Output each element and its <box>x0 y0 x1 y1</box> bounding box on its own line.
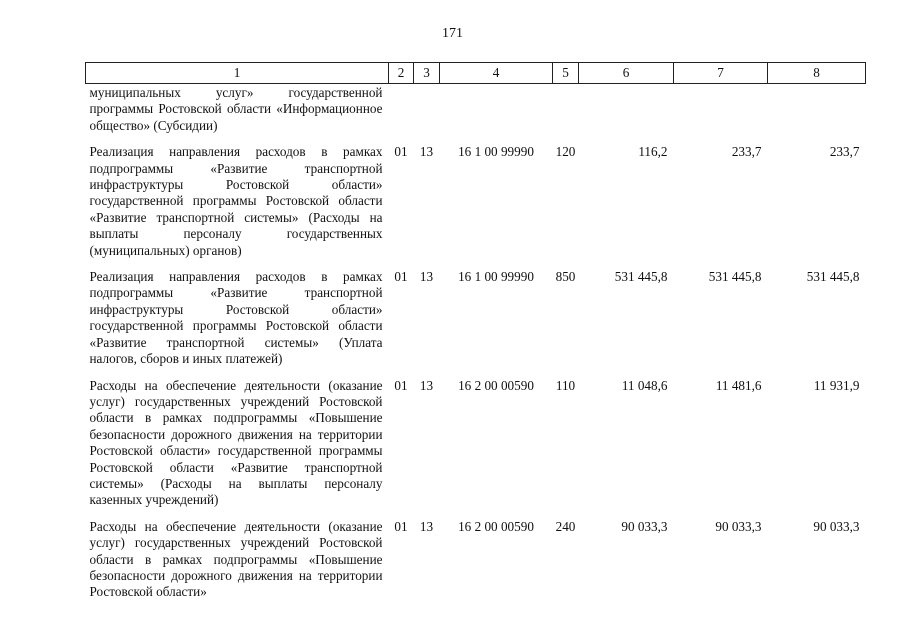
header-col-3: 3 <box>414 63 440 84</box>
row-description: Реализация направления расходов в рамках подпрограммы «Развитие транспортной инфраструктуры Ростовской области» государственной программы Ростовской области «Развитие транспортной системы» (Уплата налогов, сборов и иных платежей) <box>89 269 383 367</box>
cell-amount-1: 531 445,8 <box>614 269 668 285</box>
header-col-7: 7 <box>674 63 768 84</box>
budget-table <box>85 62 866 601</box>
row-description: муниципальных услуг» государственной программы Ростовской области «Информационное общество» (Субсидии) <box>89 85 383 133</box>
cell-subsection: 13 <box>419 269 434 285</box>
cell-subsection: 13 <box>419 377 434 393</box>
table-row <box>86 509 866 601</box>
cell-target-code <box>440 84 553 135</box>
cell-amount-2 <box>674 84 768 135</box>
cell-target-code: 16 1 00 99990 <box>458 144 534 160</box>
header-col-8: 8 <box>768 63 866 84</box>
cell-section: 01 <box>394 518 408 534</box>
cell-section: 01 <box>394 269 408 285</box>
cell-section <box>389 84 414 135</box>
header-col-6: 6 <box>579 63 674 84</box>
row-description: Реализация направления расходов в рамках подпрограммы «Развитие транспортной инфраструктуры Ростовской области» государственной программы Ростовской области «Развитие транспортной системы» (Расходы на выплаты персоналу государственных (муниципальных) органов) <box>89 144 383 258</box>
cell-amount-2: 531 445,8 <box>708 269 762 285</box>
header-col-2: 2 <box>389 63 414 84</box>
cell-expense-type: 120 <box>555 144 576 160</box>
cell-amount-3: 531 445,8 <box>806 269 860 285</box>
row-description: Расходы на обеспечение деятельности (оказание услуг) государственных учреждений Ростовской области в рамках подпрограммы «Повышение безопасности дорожного движения на территории Ростовской области» государственной программы Ростовской области «Развитие транспортной системы» (Расходы на выплаты персоналу казенных учреждений) <box>89 377 383 508</box>
cell-target-code: 16 1 00 99990 <box>458 269 534 285</box>
cell-amount-1: 116,2 <box>638 144 668 160</box>
cell-expense-type: 110 <box>555 377 576 393</box>
table-row <box>86 259 866 367</box>
cell-amount-1 <box>579 84 674 135</box>
table-row <box>86 84 866 135</box>
cell-amount-3: 90 033,3 <box>813 518 860 534</box>
cell-expense-type: 240 <box>555 518 576 534</box>
cell-target-code: 16 2 00 00590 <box>458 518 534 534</box>
table-row <box>86 134 866 259</box>
header-col-4: 4 <box>440 63 553 84</box>
page-number: 171 <box>442 26 463 41</box>
cell-amount-2: 233,7 <box>731 144 762 160</box>
cell-amount-2: 90 033,3 <box>715 518 762 534</box>
header-col-5: 5 <box>553 63 579 84</box>
table-row <box>86 368 866 509</box>
cell-amount-3 <box>768 84 866 135</box>
cell-subsection: 13 <box>419 518 434 534</box>
cell-amount-2: 11 481,6 <box>715 377 762 393</box>
row-description: Расходы на обеспечение деятельности (оказание услуг) государственных учреждений Ростовской области в рамках подпрограммы «Повышение безопасности дорожного движения на территории Ростовской области» <box>89 518 383 600</box>
header-col-1: 1 <box>86 63 389 84</box>
cell-subsection <box>414 84 440 135</box>
cell-amount-3: 11 931,9 <box>813 377 860 393</box>
cell-section: 01 <box>394 144 408 160</box>
cell-expense-type <box>553 84 579 135</box>
header-row <box>86 63 866 84</box>
cell-section: 01 <box>394 377 408 393</box>
cell-subsection: 13 <box>419 144 434 160</box>
cell-expense-type: 850 <box>555 269 576 285</box>
cell-target-code: 16 2 00 00590 <box>458 377 534 393</box>
cell-amount-1: 11 048,6 <box>621 377 668 393</box>
cell-amount-3: 233,7 <box>829 144 860 160</box>
cell-amount-1: 90 033,3 <box>621 518 668 534</box>
